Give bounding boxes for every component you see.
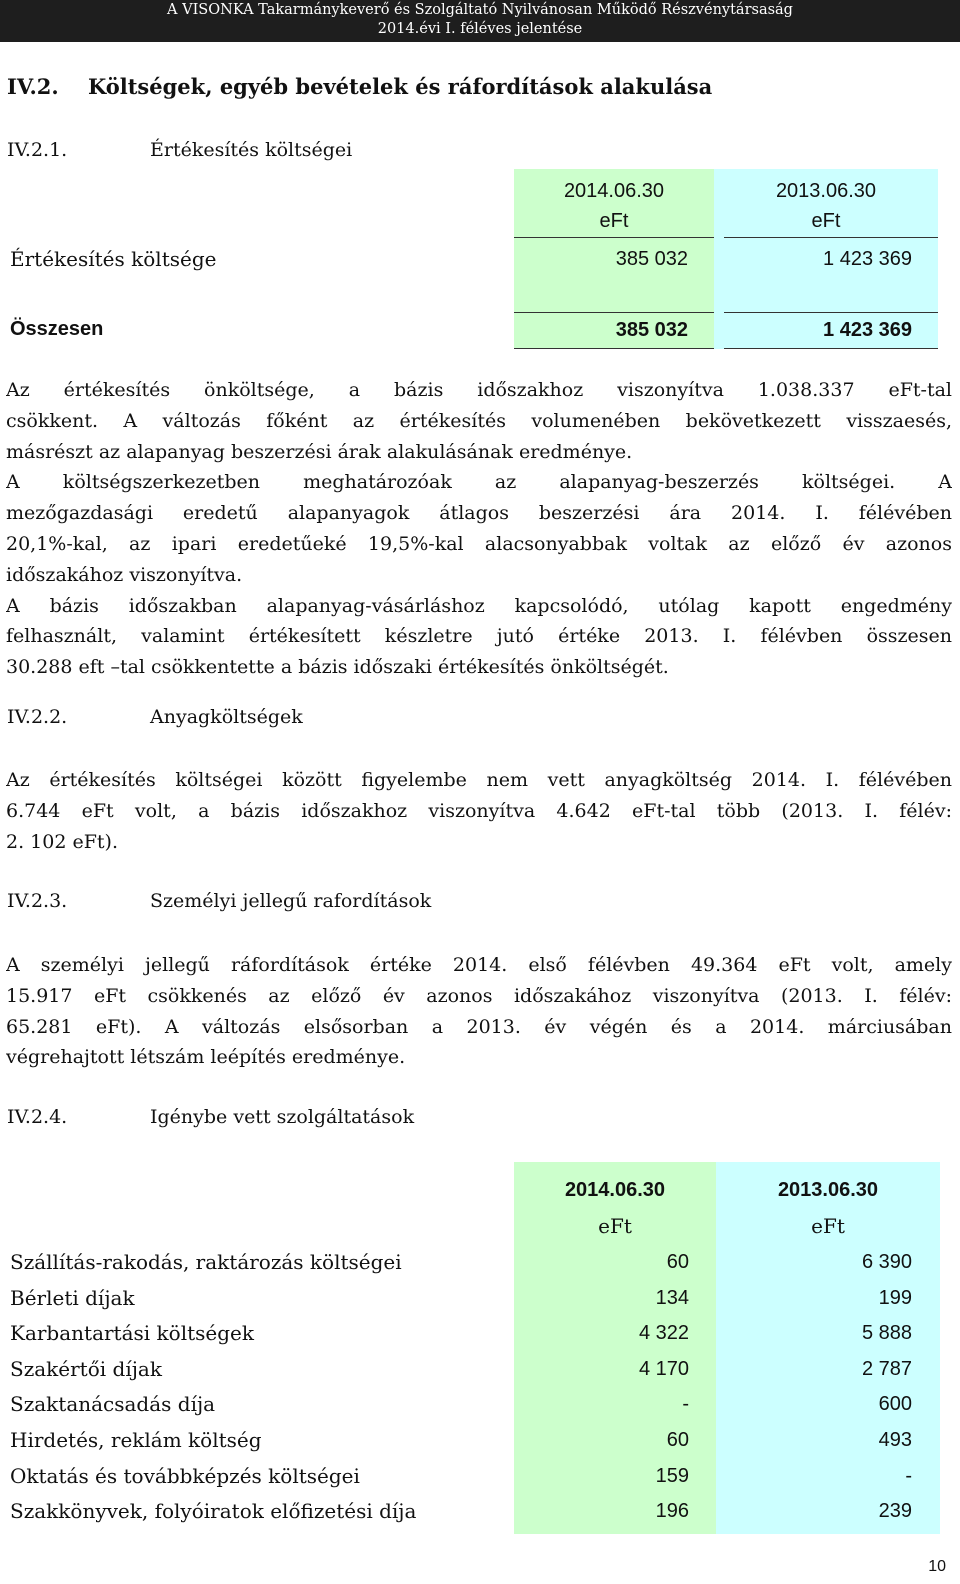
subsection-title: Igénybe vett szolgáltatások — [150, 1106, 415, 1128]
paragraph-line: 30.288 eft –tal csökkentette a bázis időszaki értékesítés önköltségét. — [6, 656, 669, 679]
table-cell: 6 390 — [861, 1251, 912, 1273]
paragraph-line: másrészt az alapanyag beszerzési árak alakulásának eredménye. — [6, 440, 633, 463]
table-row-label: Szaktanácsadás díja — [10, 1392, 216, 1417]
section-number: IV.2. — [7, 74, 59, 99]
total-label: Összesen — [10, 318, 104, 340]
table-row-label: Karbantartási költségek — [10, 1321, 254, 1346]
header-rule — [514, 237, 714, 238]
paragraph-line: 6.744 eFt volt, a bázis időszakhoz viszonyítva 4.642 eFt-tal több (2013. I. félév: — [6, 799, 952, 822]
paragraph-line: 2. 102 eFt). — [6, 830, 118, 853]
paragraph-line: időszakához viszonyítva. — [6, 563, 243, 586]
table-cell: 600 — [878, 1393, 912, 1416]
paragraph-line: Az értékesítés költségei között figyelembe nem vett anyagköltség 2014. I. félévében — [6, 769, 952, 791]
table-row-label: Szállítás-rakodás, raktározás költségei — [10, 1250, 402, 1274]
document-header — [0, 0, 960, 42]
paragraph-line: 65.281 eFt). A változás elsősorban a 2013. év végén és a 2014. márciusában — [6, 1015, 952, 1038]
paragraph-line: felhasznált, valamint értékesített készletre jutó értéke 2013. I. félévben összesen — [6, 625, 952, 648]
table-cell: 239 — [878, 1500, 912, 1523]
paragraph — [6, 765, 952, 857]
table-row-label: Szakértői díjak — [10, 1356, 162, 1381]
subsection-number: IV.2.3. — [7, 890, 68, 912]
table-cell: - — [905, 1464, 912, 1487]
total-rule — [514, 312, 714, 313]
column-header-2013: 2013.06.30 eFt — [777, 1179, 879, 1238]
subsection-title: Személyi jellegű rafordítások — [150, 890, 432, 912]
table-row-label: Oktatás és továbbképzés költségei — [10, 1463, 360, 1488]
paragraph-line: csökkent. A változás főként az értékesítés volumenében bekövetkezett visszaesés, — [6, 409, 952, 432]
paragraph-line: 20,1%-kal, az ipari eredetűeké 19,5%-kal alacsonyabbak voltak az előző év azonos — [6, 532, 952, 555]
table-row-label: Bérleti díjak — [10, 1285, 135, 1310]
paragraph — [6, 375, 952, 683]
table-cell: 1 423 369 — [823, 248, 912, 270]
table-row-label: Szakkönyvek, folyóiratok előfizetési díja — [10, 1499, 417, 1524]
subsection-number: IV.2.2. — [7, 706, 68, 728]
bottom-rule — [724, 348, 938, 349]
header-company: A VISONKA Takarmánykeverő és Szolgáltató Nyilvánosan Működő Részvénytársaság — [167, 2, 793, 18]
table-cell: 196 — [655, 1500, 689, 1523]
header-rule — [724, 237, 938, 238]
table-cell: 493 — [878, 1429, 912, 1451]
total-cell: 1 423 369 — [823, 319, 912, 341]
header-report: 2014.évi I. féléves jelentése — [377, 21, 583, 37]
paragraph-line: mezőgazdasági eredetű alapanyagok átlagos beszerzési ára 2014. I. félévében — [6, 502, 952, 525]
section-heading — [7, 74, 712, 99]
column-header-2014: 2014.06.30 eFt — [563, 180, 665, 232]
bottom-rule — [514, 348, 714, 349]
paragraph — [6, 950, 952, 1073]
table-row-label: Értékesítés költsége — [10, 247, 217, 271]
table-cell: - — [682, 1393, 689, 1416]
total-cell: 385 032 — [615, 319, 688, 341]
subsection-number: IV.2.1. — [7, 139, 68, 161]
paragraph-line: A költségszerkezetben meghatározóak az alapanyag-beszerzés költségei. A — [6, 471, 952, 494]
subsection-title: Anyagköltségek — [150, 706, 303, 728]
total-rule — [724, 312, 938, 313]
table-row-label: Hirdetés, reklám költség — [10, 1428, 262, 1452]
table-cell: 60 — [666, 1429, 689, 1451]
page-number: 10 — [928, 1558, 946, 1575]
table-cell: 5 888 — [861, 1322, 912, 1345]
table-cell: 134 — [655, 1286, 689, 1309]
table-cell: 4 170 — [638, 1357, 689, 1380]
table-cell: 199 — [878, 1286, 912, 1309]
paragraph-line: Az értékesítés önköltsége, a bázis időszakhoz viszonyítva 1.038.337 eFt-tal — [6, 379, 952, 401]
section-title: Költségek, egyéb bevételek és ráfordítások alakulása — [87, 74, 713, 99]
paragraph-line: A bázis időszakban alapanyag-vásárláshoz kapcsolódó, utólag kapott engedmény — [6, 594, 952, 617]
table-cell: 4 322 — [638, 1322, 689, 1345]
paragraph-line: 15.917 eFt csökkenés az előző év azonos időszakához viszonyítva (2013. I. félév: — [6, 984, 952, 1007]
table-cell: 2 787 — [861, 1357, 912, 1380]
column-header-2013: 2013.06.30 eFt — [775, 180, 877, 232]
subsection-number: IV.2.4. — [7, 1106, 68, 1128]
paragraph-line: A személyi jellegű ráfordítások értéke 2014. első félévben 49.364 eFt volt, amely — [6, 954, 952, 976]
column-header-2014: 2014.06.30 eFt — [564, 1179, 666, 1238]
subsection-title: Értékesítés költségei — [150, 139, 353, 161]
table-cell: 60 — [666, 1251, 689, 1273]
table-cell: 159 — [655, 1464, 689, 1487]
paragraph-line: végrehajtott létszám leépítés eredménye. — [6, 1046, 406, 1069]
table-cell: 385 032 — [615, 248, 688, 270]
